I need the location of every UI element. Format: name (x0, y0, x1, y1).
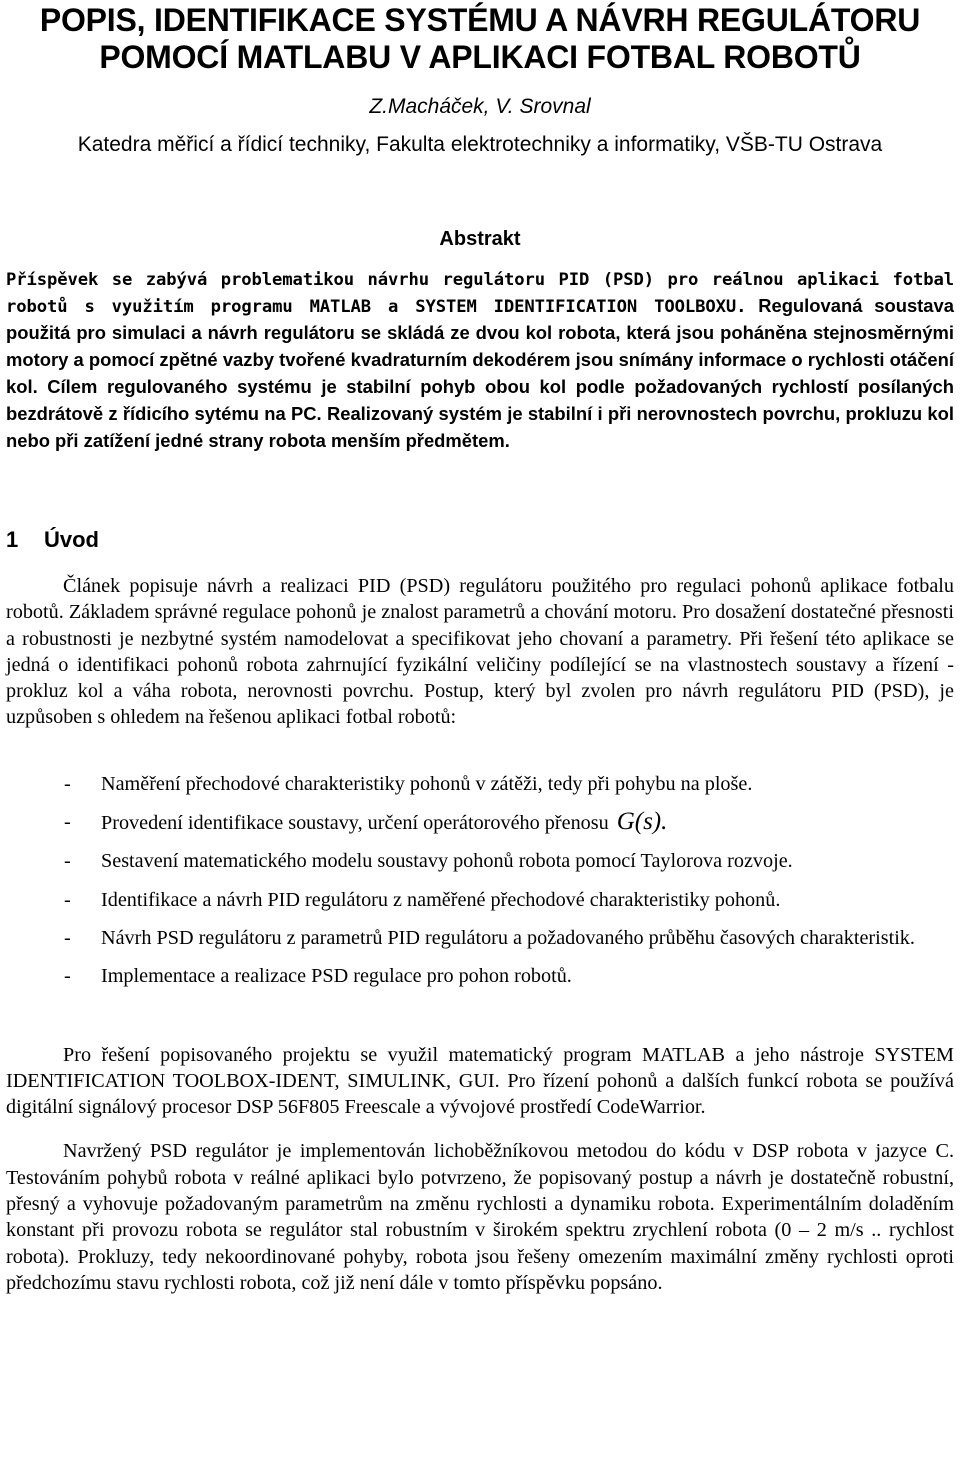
list-item-text: Návrh PSD regulátoru z parametrů PID regulátoru a požadovaného průběhu časových charakteristik. (101, 926, 915, 949)
title-line-1: POPIS, IDENTIFIKACE SYSTÉMU A NÁVRH REGULÁTORU (39, 2, 921, 38)
list-item-text: Identifikace a návrh PID regulátoru z naměřené přechodové charakteristiky pohonů. (101, 888, 781, 911)
list-item-text: Implementace a realizace PSD regulace pro pohon robotů. (101, 965, 572, 988)
section-number: 1 (6, 527, 19, 552)
paragraph-implementation: Navržený PSD regulátor je implementován lichoběžníkovou metodou do kódu v DSP robota v jazyce C. Testováním pohybů robota v reálné aplikaci bylo potvrzeno, že popisovaný postup a návrh je dostatečně robustní, přesný a vyhovuje požadovaným parametrům na změnu rychlosti a dynamiku robota. Experimentálním doladěním konstant při provozu robota se regulátor stal robustním v širokém spektru zrychlení robota (0 – 2 m/s .. rychlost robota). Prokluzy, tedy nekoordinované pohyby, robota jsou řešeny omezením maximální změny rychlosti oproti předchozímu stavu rychlosti robota, což již není dále v tomto příspěvku popsáno. (6, 1140, 954, 1294)
intro-paragraph: Článek popisuje návrh a realizaci PID (PSD) regulátoru použitého pro regulaci pohonů aplikace fotbalu robotů. Základem správné regulace pohonů je znalost parametrů a chování motoru. Pro dosažení dostatečné přesnosti a robustnosti je nezbytné systém namodelovat a specifikovat jeho chovaní a parametry. Při řešení této aplikace se jedná o identifikaci pohonů robota zahrnující fyzikální veličiny podílející se na vlastnostech soustavy a řízení - prokluz kol a váha robota, nerovnosti povrchu. Postup, který byl zvolen pro návrh regulátoru PID (PSD), je uzpůsoben s ohledem na řešenou aplikaci fotbal robotů: (6, 575, 954, 729)
list-dash: - (64, 811, 71, 834)
abstract-text (6, 267, 954, 455)
list-item (6, 887, 954, 913)
list-item (6, 925, 954, 951)
list-item-text: Provedení identifikace soustavy, určení operátorového přenosu (101, 812, 609, 835)
abstract-part-2: Regulovaná soustava použitá pro simulaci a návrh regulátoru se skládá ze dvou kol robota, která jsou poháněna stejnosměrnými motory a pomocí zpětné vazby tvořené kvadraturním dekodérem jsou snímány informace o rychlosti otáčení kol. Cílem regulovaného systému je stabilní pohyb obou kol podle požadovaných rychlostí posílaných bezdrátově z řídicího sytému na PC. Realizovaný systém je stabilní i při nerovnostech povrchu, prokluzu kol nebo při zatížení jedné strany robota menším předmětem. (6, 295, 954, 451)
list-dash: - (64, 965, 71, 988)
section-heading-intro (6, 526, 954, 554)
transfer-function-formula: G(s). (616, 808, 668, 836)
list-item (6, 963, 954, 989)
affiliation: Katedra měřicí a řídicí techniky, Fakulta elektrotechniky a informatiky, VŠB-TU Ostrava (77, 133, 883, 156)
list-item (6, 809, 954, 836)
section-title: Úvod (44, 527, 99, 552)
procedure-list (6, 771, 954, 990)
list-item-text: Sestavení matematického modelu soustavy pohonů robota pomocí Taylorova rozvoje. (101, 850, 793, 873)
list-dash: - (64, 888, 71, 911)
list-dash: - (64, 772, 71, 795)
list-item (6, 771, 954, 797)
list-item-text: Naměření přechodové charakteristiky pohonů v zátěži, tedy při pohybu na ploše. (101, 772, 753, 795)
abstract-part-1: Příspěvek se zabývá problematikou návrhu regulátoru PID (PSD) pro reálnou aplikaci fotbal robotů s využitím programu MATLAB a SYSTEM IDENTIFICATION TOOLBOXU. (6, 270, 954, 317)
list-dash: - (64, 926, 71, 949)
paper-title (6, 2, 954, 76)
list-item (6, 848, 954, 874)
title-line-2: POMOCÍ MATLABU V APLIKACI FOTBAL ROBOTŮ (99, 39, 861, 75)
paragraph-tools: Pro řešení popisovaného projektu se využil matematický program MATLAB a jeho nástroje SYSTEM IDENTIFICATION TOOLBOX-IDENT, SIMULINK, GUI. Pro řízení pohonů a dalších funkcí robota se používá digitální signálový procesor DSP 56F805 Freescale a vývojové prostředí CodeWarrior. (6, 1043, 954, 1119)
list-dash: - (64, 850, 71, 873)
authors: Z.Macháček, V. Srovnal (369, 95, 591, 118)
abstract-heading: Abstrakt (439, 228, 521, 250)
